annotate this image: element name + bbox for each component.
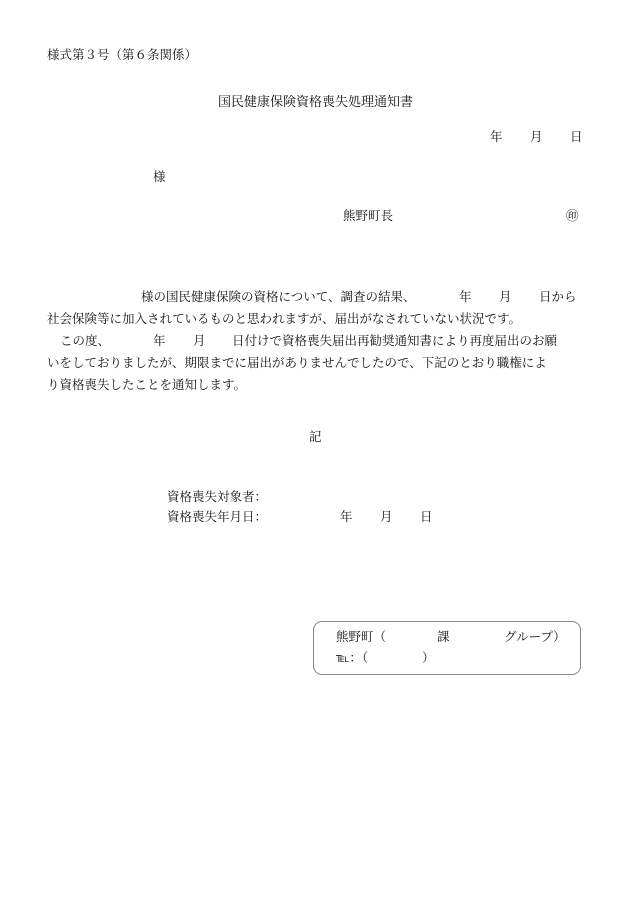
contact-tel-label: ℡：（ [336, 650, 369, 665]
contact-group: グループ） [504, 629, 566, 644]
body-line1-month: 月 [499, 289, 512, 304]
target-label: 資格喪失対象者： [167, 489, 268, 504]
form-number: 様式第３号（第６条関係） [47, 47, 198, 62]
document-title: 国民健康保険資格喪失処理通知書 [218, 95, 414, 110]
addressee-suffix: 様 [153, 169, 166, 184]
body-line3: この度、 [60, 333, 111, 348]
body-line2: 社会保険等に加入されているものと思われますが、届出がなされていない状況です。 [47, 311, 522, 326]
sender-name: 熊野町長 [343, 208, 394, 223]
body-line5: り資格喪失したことを通知します。 [47, 377, 247, 392]
body-line3-year: 年 [153, 333, 166, 348]
body-line1-year: 年 [459, 289, 472, 304]
body-line4: いをしておりましたが、期限までに届出がありませんでしたので、下記のとおり職権によ [47, 355, 547, 370]
date-day: 日 [570, 129, 583, 144]
date-year: 年 [490, 129, 503, 144]
loss-date-label: 資格喪失年月日： [167, 509, 268, 524]
contact-tel-close: ） [422, 650, 435, 665]
loss-year: 年 [340, 509, 353, 524]
body-line3-rest: 日付けで資格喪失届出再勧奨通知書により再度届出のお願 [232, 333, 558, 348]
body-line1: 様の国民健康保険の資格について、調査の結果、 [141, 289, 416, 304]
body-line3-month: 月 [193, 333, 206, 348]
contact-section: 課 [437, 629, 450, 644]
ki-heading: 記 [309, 429, 322, 444]
seal-mark: ㊞ [566, 208, 579, 223]
date-month: 月 [530, 129, 543, 144]
body-line1-day: 日から [539, 289, 577, 304]
loss-month: 月 [380, 509, 393, 524]
contact-town: 熊野町（ [336, 629, 387, 644]
loss-day: 日 [420, 509, 433, 524]
